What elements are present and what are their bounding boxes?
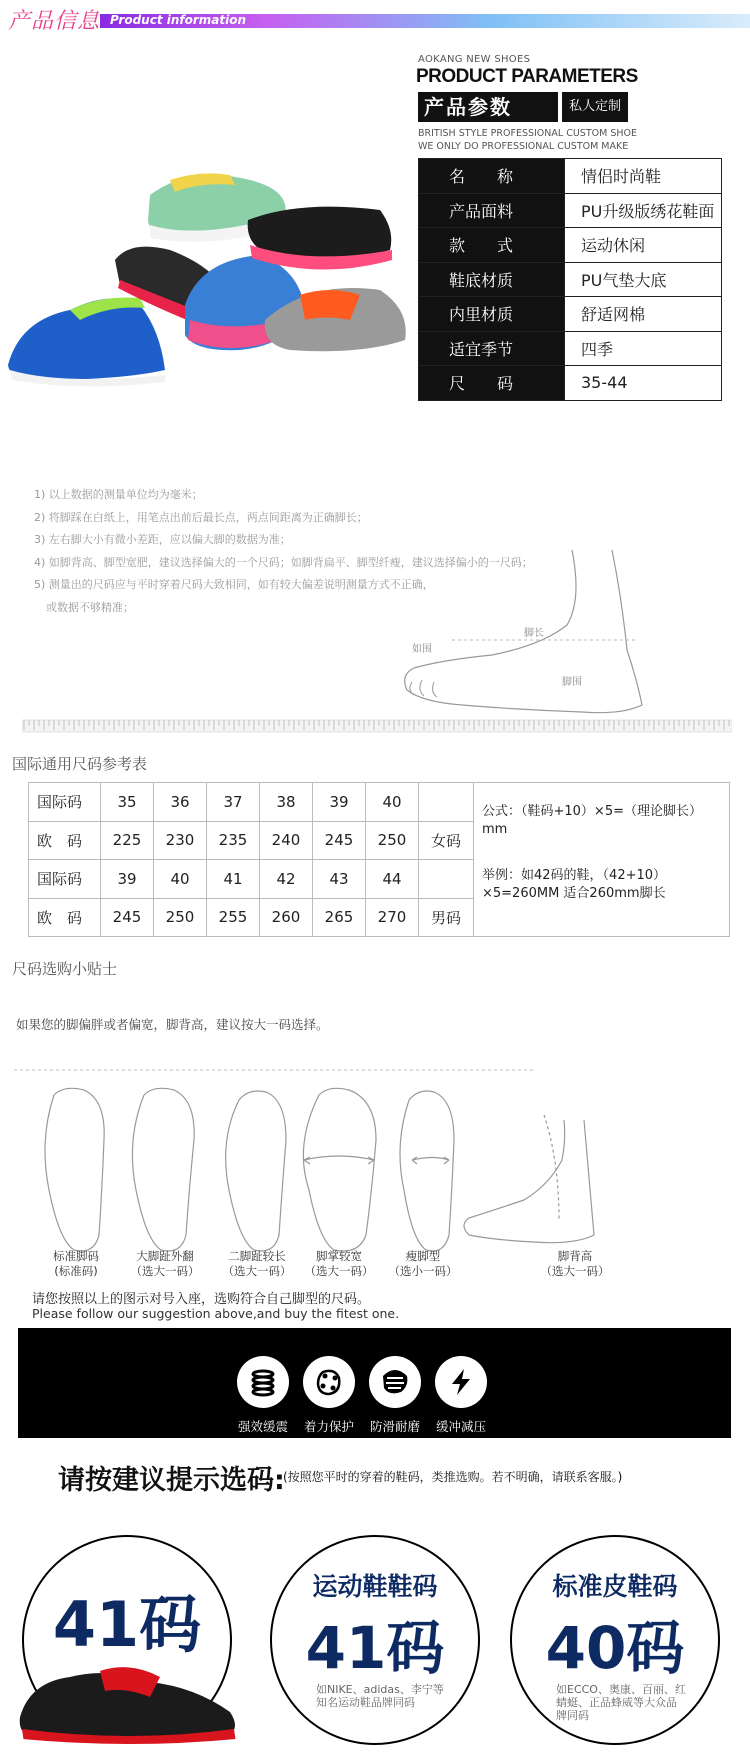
select-subtitle: (按照您平时的穿着的鞋码，类推选购。若不明确，请联系客服。) xyxy=(283,1470,623,1484)
select-title: 请按建议提示选码: xyxy=(58,1465,285,1496)
circle-mid-label: 运动鞋鞋码 xyxy=(312,1572,438,1601)
foot-label-thin xyxy=(378,1249,468,1279)
foot-label-high-instep xyxy=(530,1249,620,1279)
params-row xyxy=(419,228,722,263)
shoe-pile-image xyxy=(0,170,415,400)
foot-advice: (标准码) xyxy=(54,1264,98,1278)
size-row-head: 欧 码 xyxy=(29,898,101,937)
size-cell: 250 xyxy=(366,821,419,860)
params-row xyxy=(419,193,722,228)
params-title-cn: 产品参数 xyxy=(418,92,558,122)
params-row xyxy=(419,159,722,194)
foot-label-wide xyxy=(294,1249,384,1279)
note-item: 1) 以上数据的测量单位均为毫米； xyxy=(34,488,203,501)
size-cell: 40 xyxy=(154,860,207,899)
size-circle-leather xyxy=(510,1535,720,1745)
size-table xyxy=(28,782,730,937)
params-row xyxy=(419,262,722,297)
foot-name: 二脚趾较长 xyxy=(228,1249,286,1263)
size-cell: 245 xyxy=(101,898,154,937)
params-value: 舒适网棉 xyxy=(565,297,722,332)
size-cell: 255 xyxy=(207,898,260,937)
params-key: 名 称 xyxy=(419,159,565,194)
note-item: 5) 测量出的尺码应与平时穿着尺码大致相同，如有较大偏差说明测量方式不正确， xyxy=(34,578,434,591)
circle-note: 如NIKE、adidas、李宁等知名运动鞋品牌同码 xyxy=(316,1683,444,1709)
size-cell: 36 xyxy=(154,783,207,822)
suggest-text-cn: 请您按照以上的图示对号入座，选购符合自己脚型的尺码。 xyxy=(32,1292,371,1307)
size-cell: 270 xyxy=(366,898,419,937)
size-gender xyxy=(419,860,474,899)
size-cell: 39 xyxy=(313,783,366,822)
size-row-head: 国际码 xyxy=(29,783,101,822)
params-value: 四季 xyxy=(565,331,722,366)
size-table-title: 国际通用尺码参考表 xyxy=(12,755,148,773)
size-cell: 240 xyxy=(260,821,313,860)
feature-label: 缓冲减压 xyxy=(435,1419,486,1434)
feature-item xyxy=(294,1356,364,1435)
note-item: 3) 左右脚大小有微小差距，应以偏大脚的数据为准； xyxy=(34,533,291,546)
foot-advice: （选大一码） xyxy=(304,1264,374,1278)
params-value: PU升级版绣花鞋面 xyxy=(565,193,722,228)
size-cell: 225 xyxy=(101,821,154,860)
params-row xyxy=(419,331,722,366)
banner-title-en: Product information xyxy=(110,13,247,27)
size-cell: 44 xyxy=(366,860,419,899)
size-row-head: 欧 码 xyxy=(29,821,101,860)
feature-item xyxy=(360,1356,430,1435)
foot-advice: （选大一码） xyxy=(130,1264,200,1278)
tips-text: 如果您的脚偏胖或者偏宽，脚背高，建议按大一码选择。 xyxy=(16,1017,329,1032)
params-title: PRODUCT PARAMETERS xyxy=(416,66,638,87)
circle-big-size: 40码 xyxy=(545,1614,685,1682)
size-cell: 40 xyxy=(366,783,419,822)
size-cell: 265 xyxy=(313,898,366,937)
tread-icon xyxy=(369,1356,421,1408)
circle-note: 如ECCO、奥康、百丽、红蜻蜓、正品蜂威等大众品牌同码 xyxy=(556,1683,686,1722)
size-gender xyxy=(419,783,474,822)
params-key: 适宜季节 xyxy=(419,331,565,366)
size-cell: 41 xyxy=(207,860,260,899)
foot-label-second-toe xyxy=(212,1249,302,1279)
size-formula-cell xyxy=(474,783,730,937)
header-banner xyxy=(0,0,750,36)
tips-title: 尺码选购小贴士 xyxy=(12,960,118,978)
size-cell: 43 xyxy=(313,860,366,899)
suggest-text-en: Please follow our suggestion above,and buy the fitest one. xyxy=(32,1306,400,1321)
size-cell: 38 xyxy=(260,783,313,822)
params-table xyxy=(418,158,722,401)
feature-label: 防滑耐磨 xyxy=(369,1419,420,1434)
size-cell: 260 xyxy=(260,898,313,937)
note-item: 2) 将脚踩在白纸上，用笔点出前后最长点，两点间距离为正确脚长； xyxy=(34,510,368,524)
size-cell: 250 xyxy=(154,898,207,937)
foot-advice: （选大一码） xyxy=(540,1264,610,1278)
size-gender: 男码 xyxy=(419,898,474,937)
params-subline-1: BRITISH STYLE PROFESSIONAL CUSTOM SHOE xyxy=(418,128,637,139)
size-cell: 245 xyxy=(313,821,366,860)
size-cell: 42 xyxy=(260,860,313,899)
size-circle-sports xyxy=(270,1535,480,1745)
feature-label: 着力保护 xyxy=(303,1419,354,1434)
size-gender: 女码 xyxy=(419,821,474,860)
params-key: 鞋底材质 xyxy=(419,262,565,297)
foot-advice: （选大一码） xyxy=(222,1264,292,1278)
size-row xyxy=(29,783,730,822)
red-sneaker-image xyxy=(10,1657,250,1749)
foot-label-standard xyxy=(36,1249,116,1279)
size-example: 举例：如42码的鞋，（42+10）×5=260MM 适合260mm脚长 xyxy=(482,868,667,901)
params-subline-2: WE ONLY DO PROFESSIONAL CUSTOM MAKE xyxy=(418,141,629,152)
params-row xyxy=(419,366,722,401)
foot-name: 标准脚码 xyxy=(53,1249,99,1263)
size-cell: 39 xyxy=(101,860,154,899)
foot-ruwei-label: 如围 xyxy=(412,644,432,655)
size-circle-recommend xyxy=(22,1535,232,1745)
note-item: 或数据不够精准； xyxy=(46,600,134,614)
params-key: 产品面料 xyxy=(419,193,565,228)
params-key: 尺 码 xyxy=(419,366,565,401)
params-tag: 私人定制 xyxy=(562,92,628,122)
params-key: 内里材质 xyxy=(419,297,565,332)
params-value: 35-44 xyxy=(565,366,722,401)
note-item: 4) 如脚背高、脚型宽肥，建议选择偏大的一个尺码；如脚背扁平、脚型纤瘦，建议选择偏小的一尺码； xyxy=(34,555,533,569)
foot-girth-label: 脚围 xyxy=(562,677,582,688)
params-value: 运动休闲 xyxy=(565,228,722,263)
feature-item xyxy=(228,1356,298,1435)
foot-name: 脚掌较宽 xyxy=(316,1249,362,1263)
params-value: 情侣时尚鞋 xyxy=(565,159,722,194)
circle-big-size: 41码 xyxy=(52,1588,202,1661)
banner-title-cn: 产品信息 xyxy=(8,9,101,34)
circle-big-size: 41码 xyxy=(305,1614,445,1682)
spring-icon xyxy=(237,1356,289,1408)
size-cell: 235 xyxy=(207,821,260,860)
size-cell: 230 xyxy=(154,821,207,860)
circle-mid-label: 标准皮鞋码 xyxy=(552,1572,678,1601)
feature-item xyxy=(426,1356,496,1435)
foot-length-label: 脚长 xyxy=(524,628,544,639)
params-key: 款 式 xyxy=(419,228,565,263)
feature-label: 强效缓震 xyxy=(237,1419,288,1434)
size-cell: 35 xyxy=(101,783,154,822)
lightning-icon xyxy=(435,1356,487,1408)
foot-measure-diagram xyxy=(22,540,732,740)
size-formula: 公式：（鞋码+10）×5=（理论脚长）mm xyxy=(482,804,702,837)
foot-name: 瘦脚型 xyxy=(405,1249,441,1263)
foot-name: 大脚趾外翻 xyxy=(136,1249,194,1263)
params-row xyxy=(419,297,722,332)
size-cell: 37 xyxy=(207,783,260,822)
foot-label-bunion xyxy=(120,1249,210,1279)
sole-points-icon xyxy=(303,1356,355,1408)
foot-advice: （选小一码） xyxy=(388,1264,458,1278)
params-small-caption: AOKANG NEW SHOES xyxy=(418,54,531,65)
foot-name: 脚背高 xyxy=(557,1249,593,1263)
params-value: PU气垫大底 xyxy=(565,262,722,297)
size-row-head: 国际码 xyxy=(29,860,101,899)
